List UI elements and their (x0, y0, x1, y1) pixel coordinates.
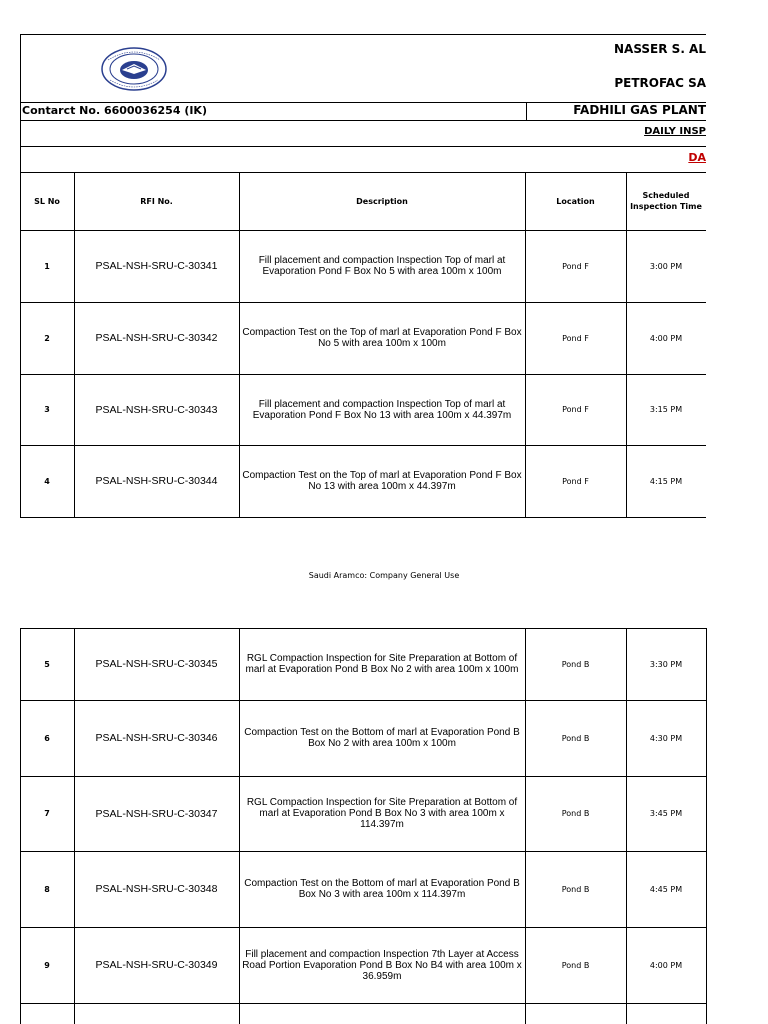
cell-sl: 3 (44, 405, 50, 414)
cell-sl: 7 (44, 809, 50, 818)
cell-location: Pond F (562, 476, 589, 486)
cell-description: Fill placement and compaction Inspection 7th Layer at Access Road Portion Evaporation Pond B Box No B4 with area 100m x 36.959m (242, 948, 522, 982)
table-bottom-border (20, 517, 706, 518)
cell-sl: 1 (44, 261, 50, 271)
cell-sl: 2 (44, 333, 50, 343)
cell-location: Pond B (561, 960, 590, 970)
cell-sl: 8 (44, 884, 50, 894)
cell-description: Fill placement and compaction Inspection Top of marl at Evaporation Pond F Box No 13 with area 100m x 44.397m (252, 398, 512, 421)
project-name: FADHILI GAS PLANT (573, 103, 706, 117)
report-title: DAILY INSP (644, 126, 706, 137)
cell-sl: 5 (44, 659, 50, 669)
client-name: PETROFAC SA (614, 76, 706, 90)
cell-description: Compaction Test on the Bottom of marl at Evaporation Pond B Box No 3 with area 100m x 114.397m (244, 878, 520, 900)
cell-rfi: PSAL-NSH-SRU-C-30347 (95, 807, 218, 820)
cell-description: Compaction Test on the Top of marl at Evaporation Pond F Box No 5 with area 100m x 100m (242, 327, 522, 349)
cell-description: RGL Compaction Inspection for Site Preparation at Bottom of marl at Evaporation Pond B Box No 3 with area 100m x 114.397m (246, 797, 518, 830)
cell-time: 3:15 PM (649, 405, 683, 414)
col-header-sl: SL No (34, 196, 60, 206)
cell-description: Compaction Test on the Top of marl at Evaporation Pond F Box No 13 with area 100m x 44.397m (242, 470, 522, 492)
cell-location: Pond F (562, 333, 589, 343)
cell-location: Pond B (561, 809, 590, 818)
cell-description: Fill placement and compaction Inspection Top of marl at Evaporation Pond F Box No 5 with area 100m x 100m (258, 255, 506, 277)
contract-divider (526, 102, 527, 120)
cell-rfi: PSAL-NSH-SRU-C-30344 (95, 475, 218, 487)
cell-time: 3:00 PM (649, 261, 683, 271)
col-line-5 (706, 628, 707, 1024)
cell-rfi: PSAL-NSH-SRU-C-30349 (95, 959, 218, 971)
cell-sl: 4 (44, 476, 50, 486)
cell-time: 4:00 PM (649, 960, 683, 970)
cell-location: Pond B (561, 733, 590, 743)
cell-time: 4:30 PM (649, 733, 683, 743)
cell-time: 4:15 PM (649, 476, 683, 486)
cell-location: Pond B (561, 659, 590, 669)
cell-time: 3:30 PM (649, 659, 683, 669)
cell-sl: 6 (44, 733, 50, 743)
cell-time: 4:00 PM (649, 333, 683, 343)
col-header-location: Location (556, 196, 595, 206)
cell-rfi: PSAL-NSH-SRU-C-30342 (95, 332, 218, 344)
report-date: DA (688, 151, 706, 164)
cell-location: Pond F (562, 261, 589, 271)
col-header-description: Description (356, 196, 408, 206)
header-divider-3 (20, 146, 706, 147)
company-name: NASSER S. AL (613, 42, 706, 56)
cell-sl: 9 (44, 960, 50, 970)
cell-description: Compaction Test on the Bottom of marl at Evaporation Pond B Box No 2 with area 100m x 100m (244, 727, 520, 749)
col-header-time: Scheduled Inspection Time (630, 191, 702, 211)
contract-number: Contarct No. 6600036254 (IK) (22, 104, 207, 117)
header-divider-2 (20, 120, 706, 121)
cell-rfi: PSAL-NSH-SRU-C-30345 (95, 658, 218, 670)
col-header-rfi: RFI No. (140, 196, 173, 206)
cell-location: Pond F (562, 405, 589, 414)
company-logo (100, 46, 168, 92)
cell-rfi: PSAL-NSH-SRU-C-30346 (95, 732, 218, 744)
cell-rfi: PSAL-NSH-SRU-C-30348 (95, 883, 218, 895)
top-border (20, 34, 706, 35)
cell-time: 4:45 PM (649, 884, 683, 894)
cell-location: Pond B (561, 884, 590, 894)
cell-description: RGL Compaction Inspection for Site Preparation at Bottom of marl at Evaporation Pond B Box No 2 with area 100m x 100m (245, 653, 519, 675)
page-footer: Saudi Aramco: Company General Use (308, 571, 460, 580)
row-line (20, 1003, 706, 1004)
cell-rfi: PSAL-NSH-SRU-C-30341 (95, 260, 218, 272)
cell-rfi: PSAL-NSH-SRU-C-30343 (95, 403, 218, 416)
cell-time: 3:45 PM (649, 809, 683, 818)
